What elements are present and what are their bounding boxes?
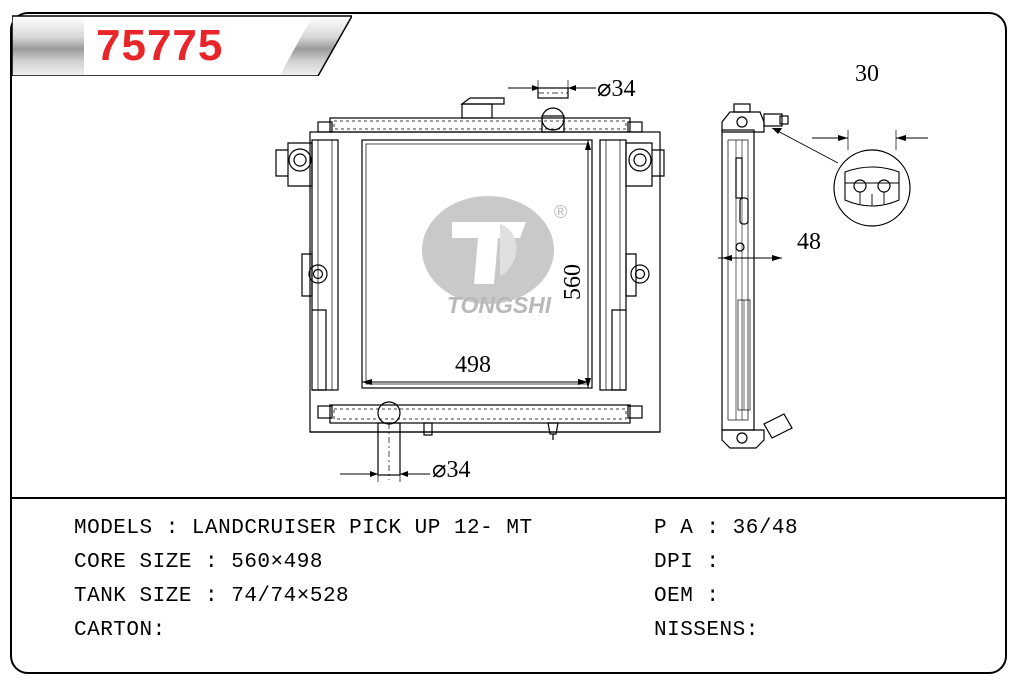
dim-core-height: 560 bbox=[560, 264, 586, 300]
spec-dpi: DPI : bbox=[654, 551, 720, 574]
spec-oem: OEM : bbox=[654, 585, 720, 608]
dim-side-depth: 48 bbox=[797, 229, 821, 255]
dim-outlet-bottom: ⌀34 bbox=[432, 457, 471, 483]
dim-core-width: 498 bbox=[455, 352, 491, 378]
dim-detail-width: 30 bbox=[855, 61, 879, 87]
spec-carton: CARTON: bbox=[74, 619, 166, 642]
part-number: 75775 bbox=[96, 21, 224, 70]
brand-watermark-text: TONGSHI bbox=[446, 292, 552, 318]
specs-right bbox=[654, 512, 798, 648]
registered-mark: ® bbox=[554, 202, 568, 222]
part-number-banner bbox=[12, 14, 352, 76]
spec-tank-size: TANK SIZE : 74/74×528 bbox=[74, 585, 350, 608]
spec-core-size: CORE SIZE : 560×498 bbox=[74, 551, 323, 574]
specs-left bbox=[74, 512, 533, 648]
dim-inlet-top: ⌀34 bbox=[597, 76, 636, 102]
spec-pa: P A : 36/48 bbox=[654, 517, 799, 540]
spec-models: MODELS : LANDCRUISER PICK UP 12- MT bbox=[74, 517, 533, 540]
info-divider bbox=[11, 497, 1006, 499]
spec-nissens: NISSENS: bbox=[654, 619, 759, 642]
